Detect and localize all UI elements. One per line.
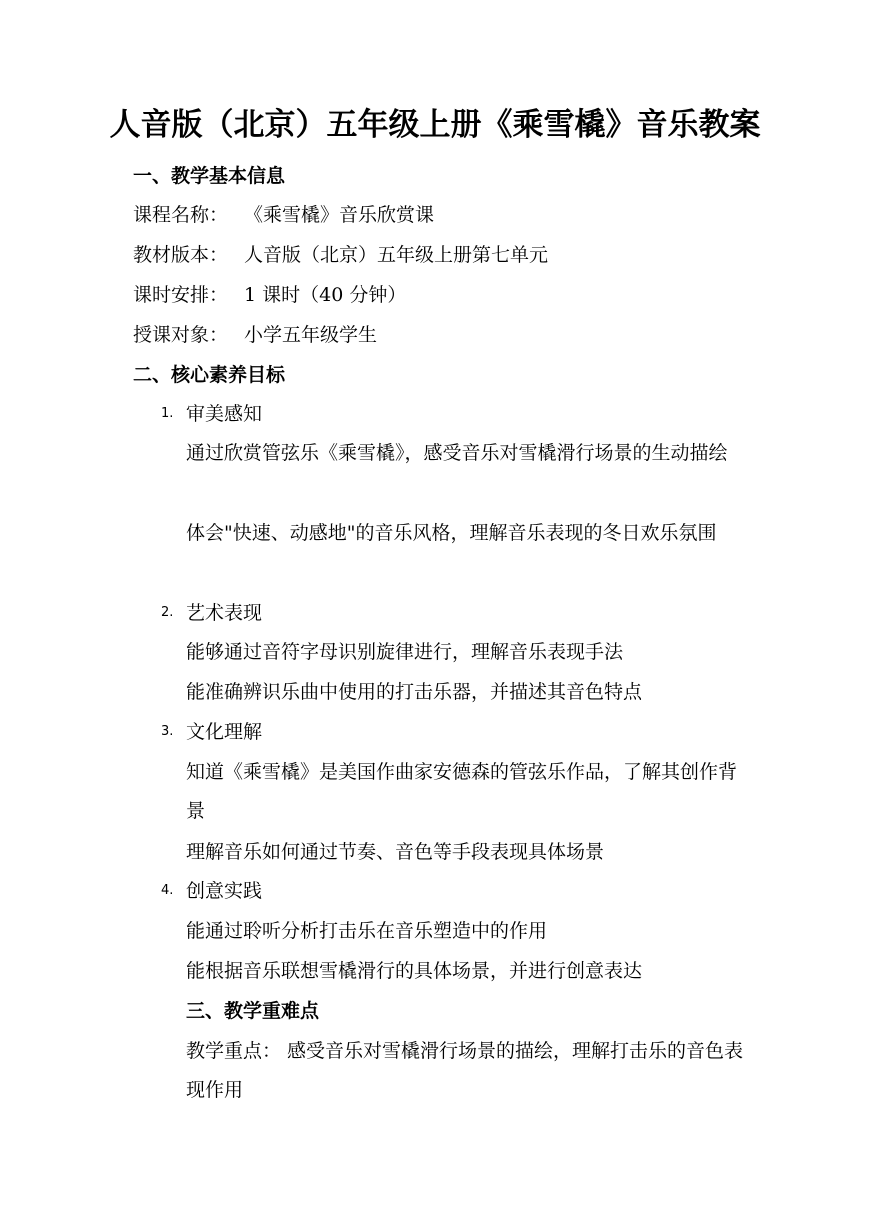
info-row-audience <box>133 320 377 350</box>
info-row-course-name <box>133 200 434 230</box>
info-value: 小学五年级学生 <box>244 324 378 346</box>
section-heading-key-points: 三、教学重难点 <box>186 1000 320 1022</box>
goal-text: 能够通过音符字母识别旋律进行，理解音乐表现手法 <box>186 641 624 663</box>
section-heading-basic-info: 一、教学基本信息 <box>133 165 286 187</box>
list-number: 3. <box>161 724 174 739</box>
info-row-class-hours <box>133 280 406 310</box>
goal-text: 能准确辨识乐曲中使用的打击乐器，并描述其音色特点 <box>186 681 643 703</box>
goal-text: 能通过聆听分析打击乐在音乐塑造中的作用 <box>186 920 548 942</box>
section-heading-core-goals: 二、核心素养目标 <box>133 364 286 386</box>
list-number: 1. <box>161 406 174 421</box>
info-label: 课时安排： <box>133 284 229 306</box>
info-label: 课程名称： <box>133 204 229 226</box>
info-value: 《乘雪橇》音乐欣赏课 <box>244 204 435 226</box>
info-value: 1 课时（40 分钟） <box>244 284 407 306</box>
goal-text: 知道《乘雪橇》是美国作曲家安德森的管弦乐作品，了解其创作背景 <box>186 761 738 822</box>
info-label: 授课对象： <box>133 324 229 346</box>
goal-text: 通过欣赏管弦乐《乘雪橇》，感受音乐对雪橇滑行场景的生动描绘 <box>186 442 728 464</box>
goal-text: 体会"快速、动感地"的音乐风格，理解音乐表现的冬日欢乐氛围 <box>186 522 717 544</box>
info-value: 人音版（北京）五年级上册第七单元 <box>244 244 549 266</box>
document-title: 人音版（北京）五年级上册《乘雪橇》音乐教案 <box>109 107 761 143</box>
list-number: 4. <box>161 883 174 898</box>
info-label: 教材版本： <box>133 244 229 266</box>
goal-text: 理解音乐如何通过节奏、音色等手段表现具体场景 <box>186 841 605 863</box>
goal-title-culture: 文化理解 <box>186 721 263 743</box>
goal-text: 能根据音乐联想雪橇滑行的具体场景，并进行创意表达 <box>186 960 643 982</box>
goal-title-art-expression: 艺术表现 <box>186 602 263 624</box>
list-number: 2. <box>161 605 174 620</box>
info-row-textbook-edition <box>133 240 548 270</box>
key-point-text: 教学重点： 感受音乐对雪橇滑行场景的描绘，理解打击乐的音色表现作用 <box>186 1040 744 1101</box>
goal-title-aesthetic: 审美感知 <box>186 403 263 425</box>
goal-title-creative: 创意实践 <box>186 880 263 902</box>
